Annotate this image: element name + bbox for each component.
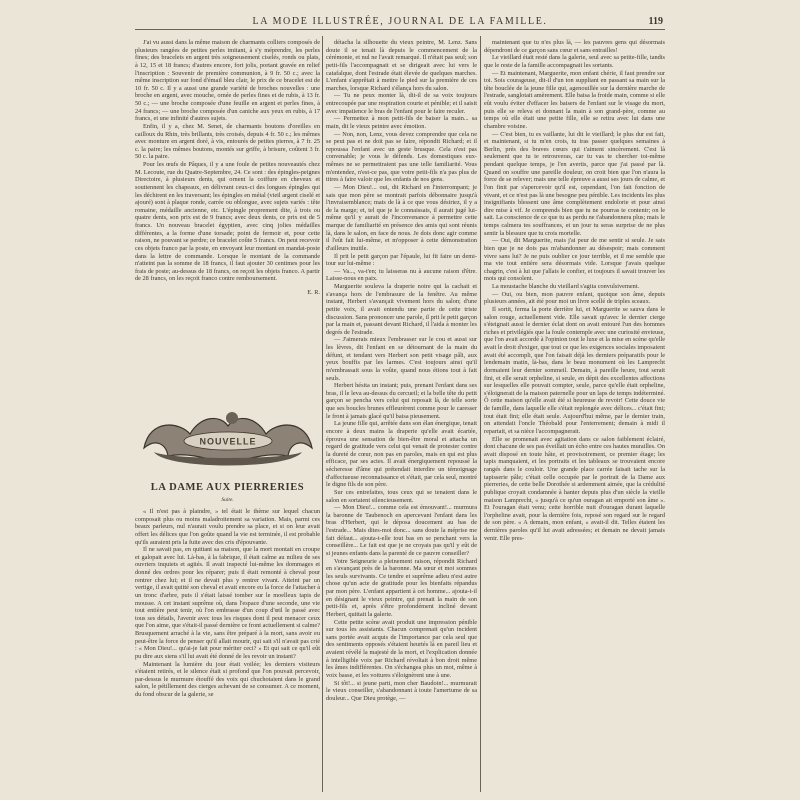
paragraph: Il sortit, fermа la porte derrière lui, et Marguerite se sauva dans le salon rouge, actuellement vide. Elle savait qu'avec le dernier cierge s'éteignait aussi le dernier éclat dont on avait entouré l'un des hommes riches et privilégiés que la foule contemple avec une curiosité envieuse, que l'on avait accordé à l'opinion tout le luxe et la mise en scène qu'elle avait le droit d'exiger, que tout ce que les exigences sociales imposaient avait été accompli, que l'on faisait déjà les derniers préparatifs pour le lendemain matin, là-bas, dans le beau monument où les Lamprecht dormaient leur dernier sommeil. Demain, à pareille heure, tout serait fini, et elle serait orpheline, si seule, en dépit des excellentes affections sur lesquelles elle pouvait compter, seule, parce qu'elle était orpheline, s'éloignerait de la maison paternelle pour un laps de temps indéterminé. Ô cette maison qu'elle avait été si heureuse de revoir! Cette douce vie de famille, dans laquelle elle s'était replongée avec délices... c'était fini; tout était fini; elle était seule. Aujourd'hui même, par le dernier train, on attendait l'oncle Théobald pour l'enterrement; demain à midi il repartait, et sa nièce l'accompagnerait. <box>484 305 665 435</box>
column-divider <box>322 36 323 792</box>
paragraph: — Va..., va-t'en; tu laisseras nu à aucune raison d'être. Laisse-nous en paix. <box>326 267 477 283</box>
article-fashion-news <box>135 39 320 391</box>
column-divider <box>480 36 481 792</box>
paragraph: — Mon Dieu!... oui, dit Richard en l'interrompant; je sais que mon père se montrait parfois débonnaire jusqu'à l'invraisemblance; mais de là à ce que vous désiriez, il y a de la marge; et, tel que je le connaissais, il aurait jugé lui-même qu'il y aurait de l'inconvenance à permettre cette marque de familiarité en présence des amis qui sont réunis là, dans le salon, en face de nous. Je dois donc agir comme il l'eût fait lui-même, et m'opposer à cette démonstration d'ailleurs inutile. <box>326 183 477 252</box>
story-column-1 <box>135 508 320 792</box>
paragraph: Elle se promenait avec agitation dans ce salon faiblement éclairé, dont chacune de ses pas éveillait un écho entre ces hautes murailles. On avait disposé en toute hâte, et provisoirement, ce premier étage; les tapis manquaient, et les portraits et les tableaux se trouvaient encore rangés dans le couloir. Une grande place carrée faisait tache sur la tapisserie pâle; c'était celle occupée par le portrait de la Dame aux pierreries, de cette belle Dorothée si ardemment aimée, que la crédulité publique croyait condamnée à hanter depuis plus d'un siècle la vieille maison Lamprecht, « jusqu'à ce qu'un ouragan ait emporté son âme ». Et l'ouragan était venu; cette horrible nuit d'ouragan durant laquelle l'orpheline avait, pour la dernière fois, reposé son regard sur le regard de son père. « A demain, mon enfant, » avait-il dit. Telles étaient les dernières paroles qu'il lui avait adressées; et demain ne devait jamais venir. Elle pres- <box>484 435 665 542</box>
paragraph: détacha la silhouette du vieux peintre, M. Lenz. Sans doute il se tenait là depuis le commencement de la cérémonie, et nul ne l'avait remarqué. Il n'était pas seul; son petit-fils l'accompagnait et se dirigeait avec lui vers le catafalque, dont l'estrade était élevée de quelques marches. L'enfant s'apprêtait à mettre le pied sur la première de ces marches, lorsque Richard s'élança hors du salon. <box>326 39 477 92</box>
paragraph: Si tôt!... si jeune parti, mon cher Baudoin!... murmurait le vieux conseiller, s'abandonnant à toute l'amertume de sa douleur... Que Dieu protège, — <box>326 679 477 702</box>
paragraph: Sur ces entrefaites, tous ceux qui se tenaient dans le salon en sortaient silencieusement. <box>326 488 477 504</box>
paragraph: — C'est bien, tu es vaillante, lui dit le vieillard; le plus dur est fait, et maintenant, si tu m'en crois, tu iras passer quelques semaines à Berlin, près des braves cœurs qui t'aiment sincèrement. C'est là seulement que tu te retrouveras, car tu vas te chercher toi-même pendant quelque temps, je l'en avertis, parce que j'ai passé par là. Quand on souffre une pareille douleur, on croit bien que l'on n'aura la force de se relever; mais une telle épreuve a aussi ses jours de calme, et l'on finit par s'apercevoir qu'il est, cependant, l'on fait fonction de vivant, et ce n'est pas là une besogne peu pénible. Les incidents les plus insignifiants blessent une âme complètement endolorie et pour ainsi dire mise à vif. Je comprends bien que tu ne pourras te contenir; on le sait. La conscience de ce que tu as perdu ne t'abandonnera plus; mais le temps calmera tes souffrances, et un jour tu seras surprise de ne plus sentir la blessure que tu crois mortelle. <box>484 130 665 237</box>
paragraph: — Oui, ou bien, mon pauvre enfant, quoique son âme, depuis plusieurs années, ait été pour moi un livre scellé de triples sceaux. <box>484 290 665 306</box>
paragraph: maintenant que tu n'es plus là, — les pauvres gens qui désormais dépendront de ce garçon sans cœur et sans entrailles! <box>484 39 665 54</box>
paragraph: La jeune fille qui, arrêtée dans son élan énergique, tenait encore à deux mains la draperie qu'elle avait écartée, éprouva une sensation de bien-être moral et attacha un regard de gratitude vers celui qui venait de protester contre la dureté de cœur, non pas en paroles, mais en qui est plus efficace, par ses actes. Il avait énergiquement repoussé la sécheresse d'âme qui prétendait interdire un témoignage d'affectueuse reconnaissance et s'était, par cela seul, montré le digne fils de son père. <box>326 420 477 489</box>
running-header <box>135 15 665 30</box>
journal-title: LA MODE ILLUSTRÉE, JOURNAL DE LA FAMILLE. <box>252 16 548 27</box>
paragraph: Marguerite soulevа la draperie noire qui la cachait et s'avança hors de l'embrasure de la fenêtre. Au même instant, Herbert s'avançait vivement hors du salon; d'une petite voix, il avait entendu une partie de cette triste discussion. Sans prononcer une parole, il prit le petit garçon par la main et, passant devant Richard, il l'aida à monter les degrés de l'estrade. <box>326 283 477 336</box>
story-subtitle: Suite. <box>221 497 234 503</box>
paragraph: La moustache blanche du vieillard s'agita convulsivement. <box>492 283 640 290</box>
paragraph: Il prit le petit garçon par l'épaule, lui fit faire un demi-tour sur lui-même : <box>326 252 477 268</box>
paragraph: Pour les œufs de Pâques, il y a une foule de petites nouveautés chez M. Lecoute, rue du Quatre-Septembre, 24. Ce sont : des épingles-peignes Directoire, à plusieurs dents, qui ornent la coiffure en cheveux et soutiennent les chapeaux, en délivrant ceux-ci des longues épingles qui les déchirent en les traversant; les épingles en métal (vieil argent ciselé et ajouré) sont à plaque ronde, carrée ou oblongue, avec sujets variés : tête romaine, médaille ancienne, etc. L'épingle proprement dite, à trois ou quatre dents, son prix est de 9 francs; avec deux dents, ce prix est de 5 francs. Un nouveau bracelet égyptien, avec cinq jolies médailles différentes, a la forme d'une torsade; point de fermoir et, pour cette raison, ne pouvant se perdre; ce bracelet coûte 5 francs. On peut recevoir ces objets franco par la poste, en envoyant leur montant en mandat-poste dans la lettre de commande. Lorsque le montant de la commande n'atteint pas la somme de 18 francs, il faut ajouter 30 centimes pour les frais de poste; au-dessus de 18 francs, on reçoit les objets franco. A partir de 28 francs, on les reçoit franco contre remboursement. <box>135 161 320 283</box>
story-column-3 <box>484 39 665 792</box>
paragraph: J'ai vu aussi dans la même maison de charmants colliers composés de plusieurs rangées de petites perles imitant, à s'y méprendre, les perles fines; des bracelets en argent très soigneusement ciselés, ronds ou plats, à 12, 15 et 18 francs; d'autres encore, fort jolis, portant gravée en relief l'inscription : Souvenir de première communion, à 9 fr. 50 c.; avec la même inscription sur fond d'émail bleu clair, le prix de ce bracelet est de 10 fr. 50 c. Il y a aussi une grande variété de broches nouvelles : une broche en argent, avec mouche, ornée de perles fines et de rubis, à 13 fr. 50 c.; — une broche composée d'une feuille en argent et perles fines, à 24 francs; — une broche composée d'un caniche aux yeux en rubis, à 17 francs, et une infinité d'autres sujets. <box>135 39 320 123</box>
page-number: 119 <box>648 16 663 27</box>
paragraph: — Permettez à mon petit-fils de baiser la main... sa main, dit le vieux peintre avec émotion. <box>326 115 477 130</box>
paragraph: — J'aimerais mieux l'embrasser sur le cou et aussi sur les lèvres, dit l'enfant en se détournant de la main du défunt, et tendant vers Herbert son petit visage pâli, aux yeux bouffis par les larmes. C'est toujours ainsi qu'il m'embrassait sous la voûte, quand nous étions tout à fait seuls. <box>326 336 477 382</box>
ornament-label: NOUVELLE <box>199 436 257 447</box>
paragraph: — Tu ne peux monter là, dit-il de sa voix toujours entrecoupée par une respiration courte et pénible; et il saisit avec impatience le bras de l'enfant pour le faire reculer. <box>326 92 477 115</box>
paragraph: — Non, non, Lenz, vous devez comprendre que cela ne se peut pas et ne doit pas se faire, répondit Richard; et il repoussa l'enfant avec un geste brusque. Cela n'est pas convenable; je vous le défends. Les domestiques eux-mêmes ne se permettraient pas une telle familiarité. Vous m'entendez, n'est-ce pas, que votre petit-fils n'a pas plus de titres à faire valoir que les enfants de nos gens. <box>326 130 477 184</box>
paragraph: Enfin, il y a, chez M. Senet, de charmants boutons d'oreilles en cailloux du Rhin, très brillants, très croisés, depuis 4 fr. 50 c.; les mêmes avec monture en argent doré, à vis, entourés de petites pierres, à 7 fr. 25 c. la paire; les mêmes boutons, montés sur griffe, à brisure, coûtent 3 fr. 50 c. la paire. <box>135 122 320 161</box>
paragraph: Votre Seigneurie a pleinement raison, répondit Richard en s'avançant près de la baronne. Ma sœur et moi sommes les seuls survivants. Ce tendre et suprême adieu n'est autre chose qu'un acte de gratitude pour les bienfaits répandus par mon père. L'enfant appartient à cet homme... ajouta-t-il en désignant le vieux peintre, qui prenait la main de son petit-fils et, après s'être profondément incliné devant Herbert, quittait la galerie. <box>326 557 477 618</box>
nouvelle-ornament-icon <box>140 408 316 474</box>
paragraph: Le vieillard était resté dans la galerie, seul avec sa petite-fille, tandis que le reste de la famille accompagnait les sortants. <box>484 54 665 69</box>
paragraph: « Il n'est pas à plaindre, » tel était le thème sur lequel chacun composait plus ou moins maladroitement sa variation. Mais, parmi ces beaux parleurs, nul n'aurait voulu prendre sa place, et si on leur avait offert les délices que l'on goûte quand la vie est terminée, il est probable qu'ils auraient pris la fuite avec des cris d'épouvante. <box>135 508 320 546</box>
paragraph: — Mon Dieu!... comme cela est émouvant!... murmura la baronne de Taubenoch en apercevant l'enfant dans les bras d'Herbert, qui le déposa doucement au bas de l'estrade... Mais dites-moi donc... sans doute la méprise me fait défaut... ajouta-t-elle tout bas en se penchant vers la conseillère... Le fait est que je ne croyais pas qu'il y eût de si jeunes enfants dans la parenté de ce pauvre conseiller? <box>326 504 477 557</box>
paragraph: Maintenant la lumière du jour était voilée; les derniers visiteurs s'étaient retirés, et le silence était si profond que l'on pouvait percevoir, par-dessus le murmure étouffé des voix qui chuchotaient dans le grand salon, le pétillement des cierges achevant de se consumer. A ce moment, du fond obscur de la galerie, se <box>135 660 320 698</box>
paragraph: — Oui, dit Marguerite, mais j'ai peur de me sentir si seule. Je sais bien que je ne dois pas m'abandonner au désespoir; mais comment vivre sans lui? Je ne puis oublier ce jour terrible, et il me semble que ma vie tout entière sera désormais vide. Lorsque j'avais quelque chagrin, c'est à lui que j'allais le confier, et toujours il savait trouver les mots qui consolent. <box>484 237 665 283</box>
author-signature: E. R. <box>307 289 320 296</box>
paragraph: — Et maintenant, Marguerite, mon enfant chérie, il faut prendre sur toi. Sois courageuse, dit-il d'un ton suppliant en passant sa main sur la tête bouclée de la jeune fille qui, agenouillée sur la dernière marche de l'estrade, sanglotait amèrement. Elle baisa la froide main, comme si elle eût voulu éviter d'effacer les baisers de l'enfant sur le visage du mort, puis elle se releva et donnant la main à son grand-père, comme au temps où elle était une petite fille, elle se retira avec lui dans une chambre voisine. <box>484 69 665 130</box>
story-column-2 <box>326 39 477 792</box>
story-title: LA DAME AUX PIERRERIES <box>150 482 305 493</box>
paragraph: Herbert hésita un instant; puis, prenant l'enfant dans ses bras, il le leva au-dessus du cercueil; et la belle tête du petit garçon se pencha vers celui qui reposait là, de telle sorte que ses boucles brunes effleurèrent comme pour le caresser le front à jamais glacé qu'il baisa pieusement. <box>326 382 477 420</box>
paragraph: Il ne savait pas, en quittant sa maison, que la mort montait en croupe et galopait avec lui. Là-bas, à la fabrique, il était calme au milieu de ses ouvriers inquiets et agités. Il avait inspecté lui-même les dommages et donné des ordres pour les réparer; puis il était remonté à cheval pour rentrer chez lui; et il ne devait plus y rentrer vivant. Atteint par un vertige, il avait quitté son cheval et avait encore eu la force de l'attacher à un tronc d'arbre, puis il s'était laissé tomber sur le moelleux tapis de mousse. A cet instant suprême où, dans l'espace d'une seconde, une vie tout entière peut tenir, où l'on embrasse d'un coup d'œil le passé avec tous ses détails, l'avenir avec tous les risques dont il peut menacer ceux que l'on aime, que s'était-il passé dernière ce front actuellement si calme? Brusquement arraché à la vie, sans être préparé à la mort, sans avoir eu peut-être la force de penser qu'il allait mourir, qui sait s'il n'avait pas crié : « Mon Dieu!... qu'ai-je fait pour mériter ceci? » Et qui sait ce qu'il eût pu dire aux siens s'il lui avait été donné de les revoir un instant? <box>135 546 320 660</box>
paragraph: Cette petite scène avait produit une impression pénible sur tous les assistants. Chacun comprenait qu'un incident sans portée avait acquis de l'importance par cela seul que des sentiments opposés s'étaient heurtés là en pareil lieu et avaient révélé la majesté de la mort, et l'explication donnée à intelligible voix par Richard révoltait à bon droit même les âmes indifférentes. On s'échangea plus un mot, même à voix basse, et les voitures s'éloignèrent une à une. <box>326 618 477 679</box>
